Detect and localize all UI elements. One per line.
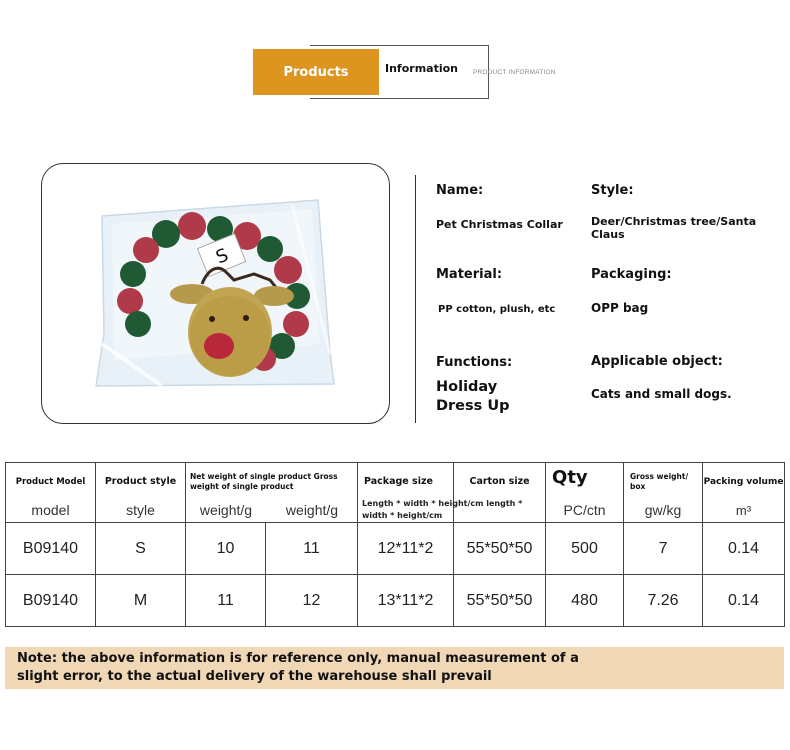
header-product-model: Product Model model — [6, 463, 96, 523]
cell-carton-size: 55*50*50 — [454, 575, 546, 627]
note-line-1: Note: the above information is for reference only, manual measurement of a — [17, 651, 579, 666]
header-gross-weight-box: Gross weight/ box gw/kg — [624, 463, 703, 523]
cell-volume: 0.14 — [703, 575, 785, 627]
header-weight: Net weight of single product Gross weight of single product weight/g weight/g — [186, 463, 358, 523]
cell-gw: 7 — [624, 523, 703, 575]
vertical-divider — [415, 175, 416, 423]
product-information-subtitle: PRODUCT INFORMATION — [473, 69, 556, 76]
packaging-label: Packaging: — [591, 267, 672, 282]
cell-gross-weight: 12 — [266, 575, 358, 627]
cell-gw: 7.26 — [624, 575, 703, 627]
cell-qty: 500 — [546, 523, 624, 575]
cell-net-weight: 11 — [186, 575, 266, 627]
name-label: Name: — [436, 183, 484, 198]
package-size-description: Length * width * height/cm length * width * height/cm — [362, 499, 523, 520]
cell-gross-weight: 11 — [266, 523, 358, 575]
cell-package-size: 13*11*2 — [358, 575, 454, 627]
cell-volume: 0.14 — [703, 523, 785, 575]
cell-model: B09140 — [6, 523, 96, 575]
packaging-value: OPP bag — [591, 301, 649, 315]
table-row — [6, 575, 785, 627]
material-value: PP cotton, plush, etc — [438, 304, 556, 315]
header-qty: Qty PC/ctn — [546, 463, 624, 523]
reference-note — [5, 647, 784, 689]
material-label: Material: — [436, 267, 503, 282]
functions-value: Holiday Dress Up — [436, 379, 510, 414]
product-photo — [41, 163, 390, 424]
applicable-object-label: Applicable object: — [591, 354, 723, 369]
products-tab: Products — [253, 49, 379, 95]
table-header-row — [6, 463, 785, 523]
cell-carton-size: 55*50*50 — [454, 523, 546, 575]
header-package-size: Package size Length * width * height/cm length * width * height/cm — [358, 463, 454, 523]
applicable-object-value: Cats and small dogs. — [591, 387, 732, 401]
header-carton-size: Carton size — [454, 463, 546, 523]
information-title: Information — [385, 62, 458, 75]
cell-net-weight: 10 — [186, 523, 266, 575]
style-value: Deer/Christmas tree/Santa Claus — [591, 215, 757, 241]
header-product-style: Product style style — [96, 463, 186, 523]
style-label: Style: — [591, 183, 634, 198]
note-line-2: slight error, to the actual delivery of the warehouse shall prevail — [17, 669, 492, 684]
collar-illustration — [42, 164, 390, 424]
cell-qty: 480 — [546, 575, 624, 627]
cell-model: B09140 — [6, 575, 96, 627]
table-row — [6, 523, 785, 575]
header-packing-volume: Packing volume m³ — [703, 463, 785, 523]
cell-package-size: 12*11*2 — [358, 523, 454, 575]
cell-style: S — [96, 523, 186, 575]
name-value: Pet Christmas Collar — [436, 218, 563, 231]
functions-label: Functions: — [436, 355, 513, 370]
specification-table — [5, 462, 785, 627]
svg-text:S: S — [212, 244, 232, 269]
cell-style: M — [96, 575, 186, 627]
